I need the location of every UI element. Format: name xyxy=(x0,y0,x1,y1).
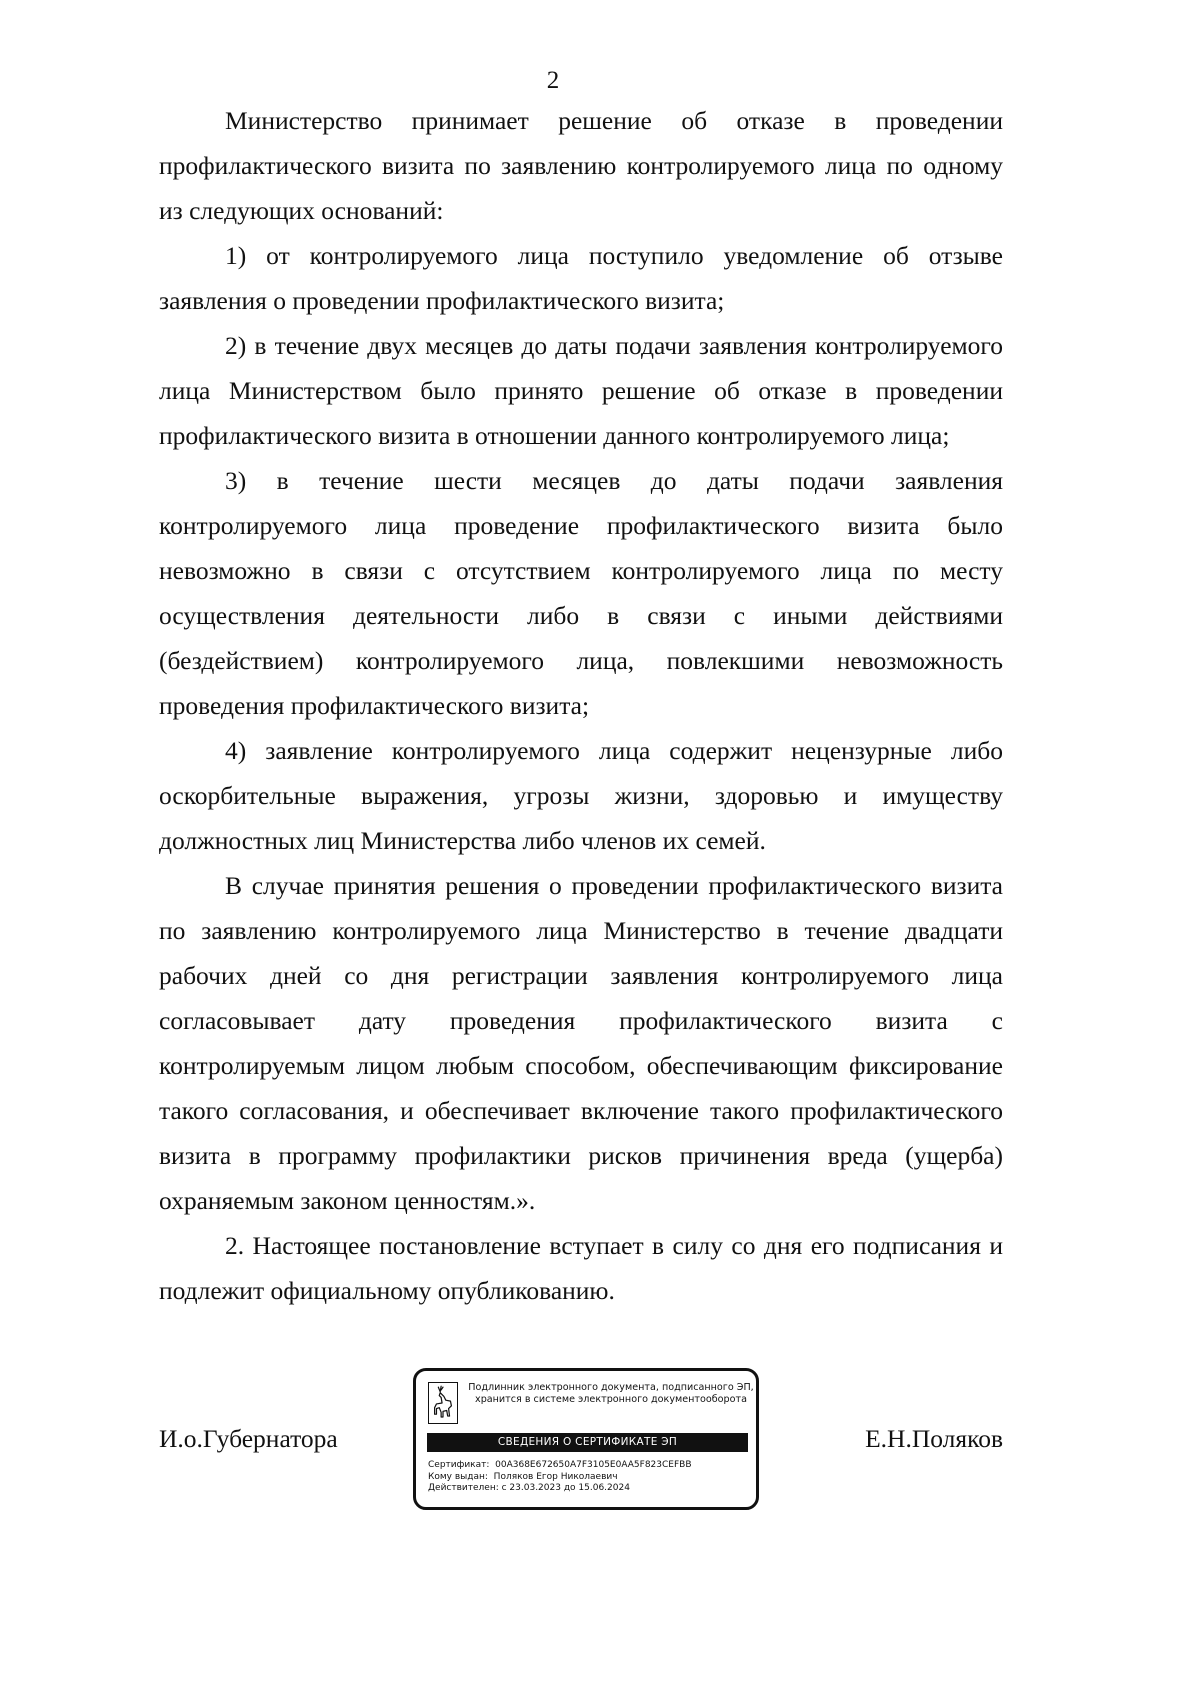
certificate-details xyxy=(428,1460,748,1495)
paragraph-entry-into-force: 2. Настоящее постановление вступает в силу со дня его подписания и подлежит официальному опубликованию. xyxy=(159,1231,1003,1305)
paragraph-item-2: 2) в течение двух месяцев до даты подачи заявления контролируемого лица Министерством было принято решение об отказе в проведении профилактического визита в отношении данного контролируемого лица; xyxy=(159,331,1003,450)
paragraph-item-1: 1) от контролируемого лица поступило уведомление об отзыве заявления о проведении профилактического визита; xyxy=(159,241,1003,315)
signature-block xyxy=(159,1368,1003,1518)
issued-to-row xyxy=(428,1472,748,1484)
certificate-value: 00A368E672650A7F3105E0AA5F823CEFBB xyxy=(495,1460,692,1470)
paragraph-refusal-grounds: Министерство принимает решение об отказе в проведении профилактического визита по заявлению контролируемого лица по одному из следующих оснований: xyxy=(159,106,1003,225)
validity-row xyxy=(428,1483,748,1495)
paragraph-item-4: 4) заявление контролируемого лица содержит нецензурные либо оскорбительные выражения, угрозы жизни, здоровью и имуществу должностных лиц Министерства либо членов их семей. xyxy=(159,736,1003,855)
page-number: 2 xyxy=(546,67,560,94)
validity-value: с 23.03.2023 до 15.06.2024 xyxy=(501,1483,630,1493)
electronic-signature-stamp xyxy=(413,1368,759,1510)
issued-to-label: Кому выдан: xyxy=(428,1471,488,1482)
validity-label: Действителен: xyxy=(428,1483,499,1493)
document-body xyxy=(159,98,1003,1313)
deer-emblem-icon xyxy=(428,1382,458,1424)
certificate-info-header: СВЕДЕНИЯ О СЕРТИФИКАТЕ ЭП xyxy=(427,1433,748,1452)
certificate-row xyxy=(428,1460,748,1472)
paragraph-visit-approval: В случае принятия решения о проведении профилактического визита по заявлению контролируемого лица Министерство в течение двадцати рабочих дней со дня регистрации заявления контролируемого лица согласовывает дату проведения профилактического визита с контролируемым лицом любым способом, обеспечивающим фиксирование такого согласования, и обеспечивает включение такого профилактического визита в программу профилактики рисков причинения вреда (ущерба) охраняемым законом ценностям.». xyxy=(159,871,1003,1215)
stamp-notice-line: Подлинник электронного документа, подписанного ЭП, xyxy=(468,1382,754,1393)
stamp-notice xyxy=(466,1382,756,1406)
signatory-title: И.о.Губернатора xyxy=(159,1424,338,1453)
stamp-notice-line: хранится в системе электронного документооборота xyxy=(475,1394,747,1405)
paragraph-item-3: 3) в течение шести месяцев до даты подачи заявления контролируемого лица проведение профилактического визита было невозможно в связи с отсутствием контролируемого лица по месту осуществления деятельности либо в связи с иными действиями (бездействием) контролируемого лица, повлекшими невозможность проведения профилактического визита; xyxy=(159,466,1003,720)
signatory-name: Е.Н.Поляков xyxy=(865,1424,1003,1453)
certificate-label: Сертификат: xyxy=(428,1460,490,1470)
issued-to-value: Поляков Егор Николаевич xyxy=(493,1471,618,1482)
